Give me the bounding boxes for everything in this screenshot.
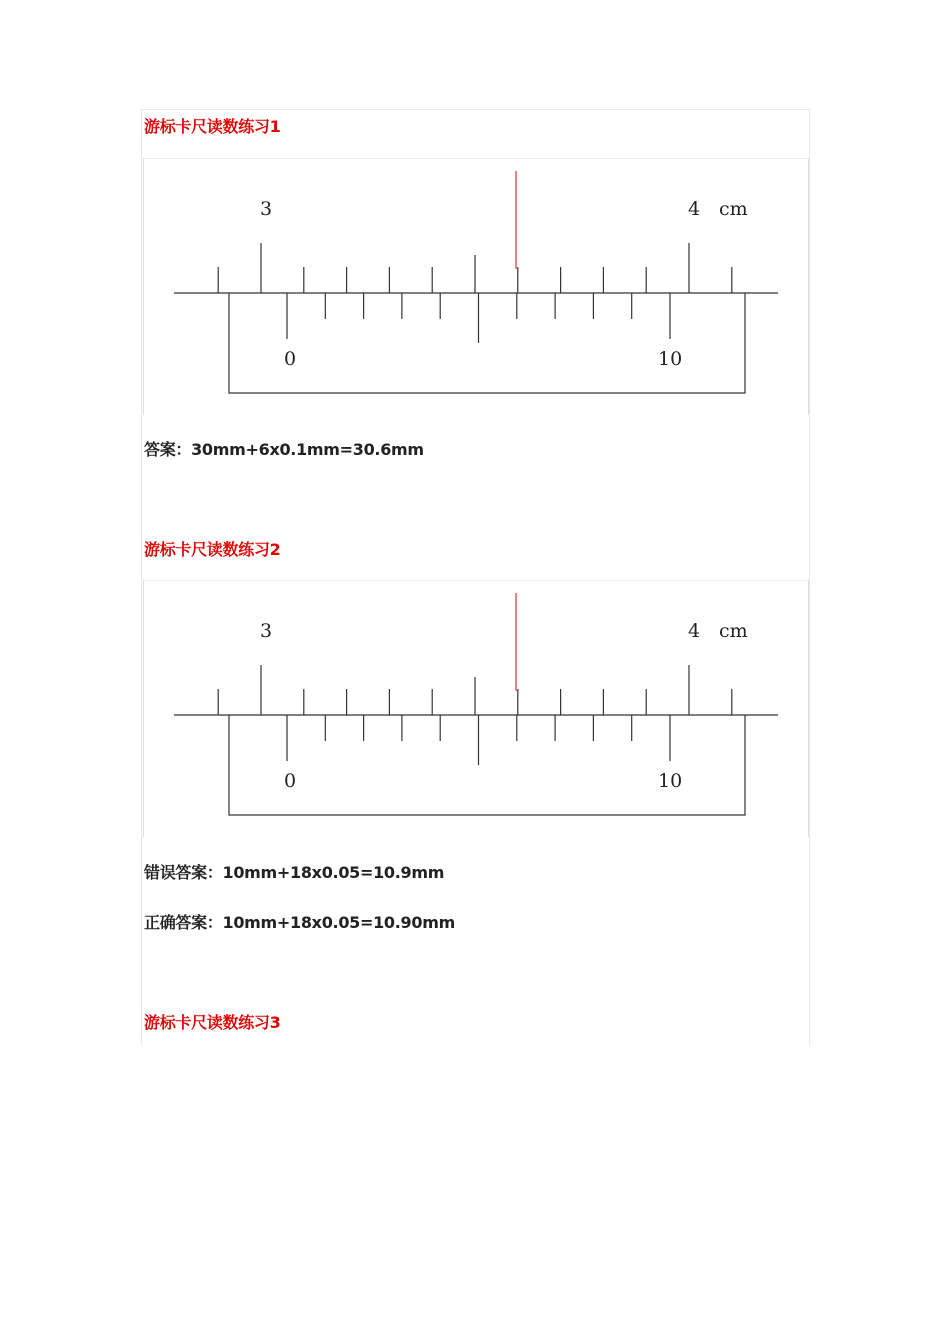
caliper-diagram <box>144 159 808 415</box>
exercise-1-title: 游标卡尺读数练习1 <box>144 117 281 136</box>
vernier-caliper-figure-1 <box>143 158 809 415</box>
vernier-label-0: 0 <box>284 770 297 792</box>
exercise-2-correct-answer: 正确答案：10mm+18x0.05=10.90mm <box>144 913 455 932</box>
exercise-2-wrong-answer: 错误答案：10mm+18x0.05=10.9mm <box>144 863 445 882</box>
main-scale-label-4: 4 <box>688 198 701 220</box>
exercise-1-answer: 答案：30mm+6x0.1mm=30.6mm <box>144 440 424 459</box>
main-scale-label-4: 4 <box>688 620 701 642</box>
caliper-diagram <box>144 581 808 837</box>
exercise-3-title: 游标卡尺读数练习3 <box>144 1013 281 1032</box>
vernier-scale-body <box>229 293 745 393</box>
vernier-scale-body <box>229 715 745 815</box>
exercise-2-title: 游标卡尺读数练习2 <box>144 540 281 559</box>
vernier-caliper-figure-2 <box>143 580 809 837</box>
unit-label: cm <box>719 198 748 220</box>
main-scale-label-3: 3 <box>260 198 273 220</box>
main-scale-label-3: 3 <box>260 620 273 642</box>
vernier-label-0: 0 <box>284 348 297 370</box>
vernier-label-10: 10 <box>658 770 683 792</box>
unit-label: cm <box>719 620 748 642</box>
vernier-label-10: 10 <box>658 348 683 370</box>
